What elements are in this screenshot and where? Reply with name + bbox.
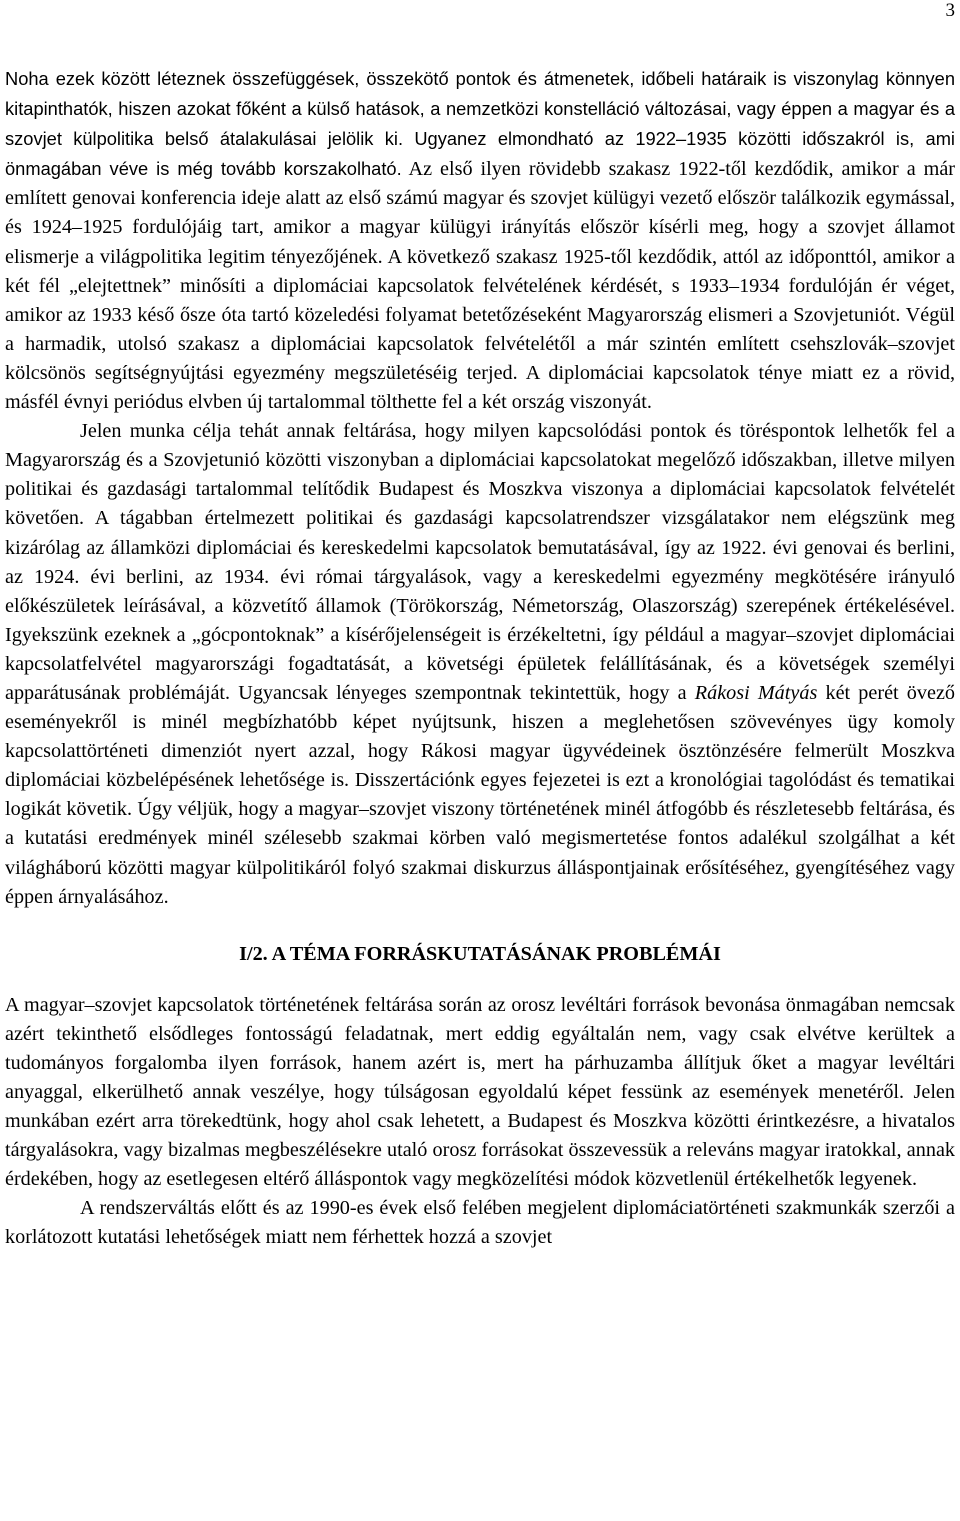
paragraph-periodization-text: Az első ilyen rövidebb szakasz 1922-től kezdődik, amikor a már említett genovai konferencia ideje alatt az első számú magyar és szovjet külügyi vezető először találkozik egymással, és 1924–1925 fordulójáig tart, amikor a magyar külügyi irányítás először kísérli meg, hogy a szovjet államot elismerje a világpolitika legitim tényezőjének. A következő szakasz 1925-től kezdődik, attól az időponttól, amikor a két fél „elejtettnek” minősíti a diplomáciai kapcsolatok felvételének kérdését, s 1933–1934 fordulóján ér véget, amikor az 1933 késő ősze óta tartó közeledési folyamat betetőzéseként Magyarország elismeri a Szovjetuniót. Végül a harmadik, utolsó szakasz a diplomáciai kapcsolatok felvételétől a már szintén említett csehszlovák–szovjet kölcsönös segítségnyújtási egyezmény megszületéséig terjed. A diplomáciai kapcsolatok ténye miatt ez a rövid, másfél évnyi periódus elvben új tartalommal tölthette fel a két ország viszonyát.	[5, 158, 955, 414]
page-number: 3	[945, 0, 955, 21]
paragraph-intro-text: Noha ezek között léteznek összefüggések, összekötő pontok és átmenetek, időbeli határaik is viszonylag könnyen kitapinthatók, hiszen azokat főként a külső hatások, a nemzetközi konstelláció változásai, vagy éppen a magyar és a szovjet külpolitika belső átalakulásai jelölik ki. Ugyanez elmondható az 1922–1935 közötti időszakról is, ami önmagában véve is még tovább korszakolható.	[5, 68, 955, 180]
document-body	[5, 64, 955, 1253]
paragraph-research-goal-text-1: Jelen munka célja tehát annak feltárása, hogy milyen kapcsolódási pontok és töréspontok lelhetők fel a Magyarország és a Szovjetunió közötti viszonyban a diplomáciai kapcsolatokat megelőző időszakban, illetve milyen politikai és gazdasági tartalommal telítődik Budapest és Moszkva viszonya a diplomáciai kapcsolatok felvételét követően. A tágabban értelmezett politikai és gazdasági kapcsolatrendszer vizsgálatakor nem elégszünk meg kizárólag az államközi diplomáciai és kereskedelmi kapcsolatok bemutatásával, így az 1922. évi genovai és berlini, az 1924. évi berlini, az 1934. évi római tárgyalások, vagy a kereskedelmi egyezmény megkötésére irányuló előkészületek leírásával, a közvetítő államok (Törökország, Németország, Olaszország) szerepének értékelésével. Igyekszünk ezeknek a „gócpontoknak” a kísérőjelenségeit is érzékeltetni, így például a magyar–szovjet diplomáciai kapcsolatfelvétel magyarországi fogadtatását, a követségi épületek felállításának, és a követségek személyi apparátusának problémáját. Ugyancsak lényeges szempontnak tekintettük, hogy a	[5, 420, 955, 704]
paragraph-sources: A magyar–szovjet kapcsolatok történetének feltárása során az orosz levéltári források bevonása önmagában nemcsak azért tekinthető elsődleges fontosságú feladatnak, mert eddig egyáltalán nem, vagy csak elvétve kerültek a tudományos forgalomba ilyen források, hanem azért is, mert ha párhuzamba állítjuk őket a magyar levéltári anyaggal, elkerülhető annak veszélye, hogy túlságosan egyoldalú képet fessünk az események menetéről. Jelen munkában ezért arra törekedtünk, hogy ahol csak lehetett, a Budapest és Moszkva közötti érintkezésre, a hivatalos tárgyalásokra, vagy bizalmas megbeszélésekre utaló orosz forrásokat összevessük a releváns magyar iratokkal, annak érdekében, hogy az esetlegesen eltérő álláspontok vagy megközelítési módok közvetlenül értékelhetők legyenek.	[5, 993, 955, 1191]
paragraph-research-goal-text-2: két perét övező eseményekről is minél megbízhatóbb képet nyújtsunk, hiszen a meglehetősen szövevényes ügy komoly kapcsolattörténeti dimenziót nyert azzal, hogy Rákosi magyar ügyvédeinek ösztönzésére felmerült Moszkva diplomáciai közbelépésének lehetősége is. Disszertációnk egyes fejezetei is ezt a kronológiai tagolódást és tematikai logikát követik. Úgy véljük, hogy a magyar–szovjet viszony történetének minél átfogóbb és részletesebb feltárása, és a kutatási eredmények minél szélesebb szakmai körben való megismertetése fontos adalékul szolgálhat a két világháború közötti magyar külpolitikáról folyó szakmai diskurzus álláspontjainak erősítéséhez, gyengítéséhez vagy éppen árnyalásához.	[5, 681, 956, 908]
paragraph-historiography: A rendszerváltás előtt és az 1990-es évek első felében megjelent diplomáciatörténeti szakmunkák szerzői a korlátozott kutatási lehetőségek miatt nem férhettek hozzá a szovjet	[5, 1197, 955, 1249]
paragraph-research-goal	[5, 417, 955, 912]
paragraph-periodization	[5, 64, 955, 417]
section-heading: I/2. A TÉMA FORRÁSKUTATÁSÁNAK PROBLÉMÁI	[239, 942, 721, 965]
person-name-italic: Rákosi Mátyás	[694, 681, 818, 704]
